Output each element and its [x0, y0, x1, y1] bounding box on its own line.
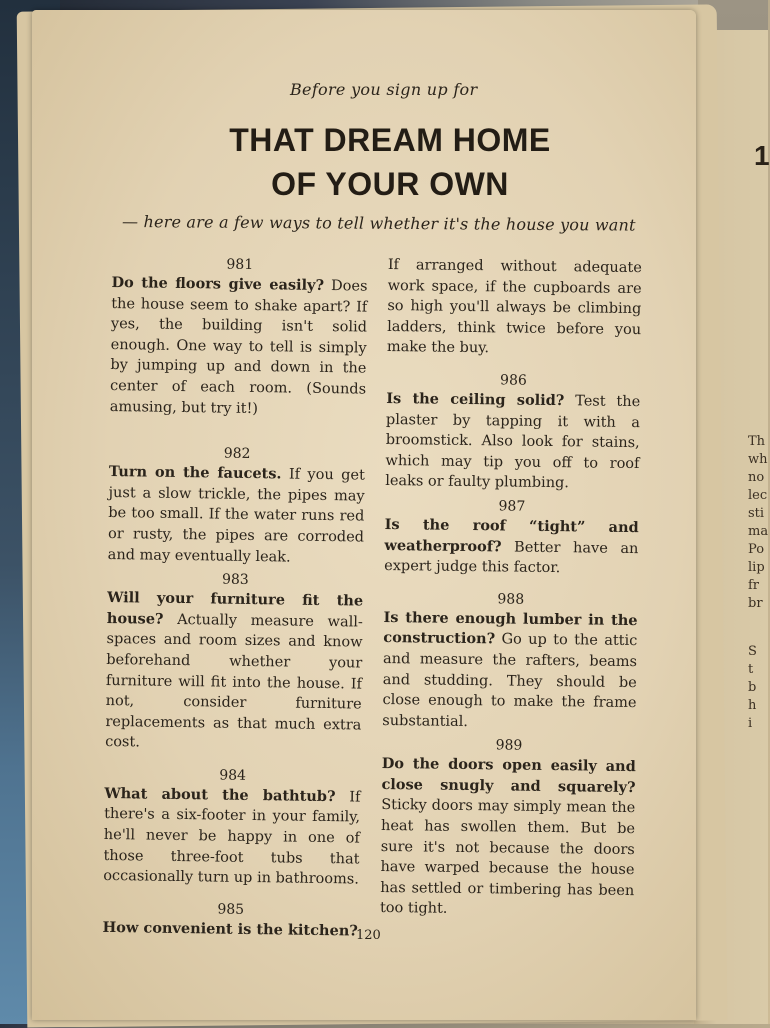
entry-body: If there's a six-footer in your family, he'll never be happy in one of those three-foot tubs that occasionally turn up in bathrooms. [103, 789, 360, 888]
entry-question: Will your furniture fit the house? [107, 589, 363, 627]
entry-number: 988 [384, 589, 638, 610]
page-title [160, 118, 620, 206]
entry-986 [385, 370, 640, 495]
entry-number: 986 [386, 370, 640, 391]
entry-question: Turn on the faucets. [109, 463, 282, 482]
entry-985-continued: If arranged without adequate work space, if the cupboards are so high you'll always be climbing ladders, think twice before you make the buy. [387, 255, 642, 361]
title-line-1: THAT DREAM HOME [160, 118, 620, 162]
entry-body: Sticky doors may simply mean the heat has swollen them. But be sure it's not because the doors have warped because the house has settled or timbering has been too tight. [380, 797, 635, 917]
entry-body: Go up to the attic and measure the rafters, beams and studding. They should be close enough to make the frame substantial. [382, 632, 637, 730]
spacer [109, 417, 365, 443]
entry-question: Is the ceiling solid? [386, 390, 564, 409]
entry-question: What about the bathtub? [104, 785, 335, 805]
entry-body: Does the house seem to shake apart? If yes, the building isn't solid enough. One way to tell is simply by jumping up and down in the center of each room. (Sounds amusing, but try it!) [110, 278, 368, 417]
spacer [387, 358, 641, 369]
entry-number: 985 [103, 899, 359, 921]
entry-number: 984 [105, 765, 361, 787]
entry-number: 981 [112, 254, 368, 276]
entry-number: 983 [107, 569, 363, 591]
entry-981 [110, 254, 368, 421]
subtitle: — here are a few ways to tell whether it's the house you want [122, 212, 636, 235]
spacer [384, 577, 638, 588]
entry-984 [103, 765, 361, 891]
entry-985 [102, 899, 359, 942]
entry-body: Better have an expert judge this factor. [384, 539, 638, 576]
entry-question: Is the roof “tight” and weatherproof? [384, 516, 638, 555]
entry-question: Do the floors give easily? [111, 274, 324, 294]
entry-number: 987 [385, 496, 639, 517]
next-page-heading-fragment: 1 [754, 140, 770, 172]
entry-body: Actually measure wall-spaces and room sizes and know beforehand whether your furniture will fit into the house. If not, consider furniture replacements as that much extra cost. [105, 611, 363, 750]
right-column [380, 255, 642, 922]
entry-number: 989 [382, 735, 636, 756]
entry-body: If you get just a slow trickle, the pipes may be too small. If the water runs red or rusty, the pipes are corroded and may eventually leak. [108, 467, 365, 566]
entry-987 [384, 496, 639, 580]
entry-988 [382, 589, 638, 735]
entry-body: Test the plaster by tapping it with a broomstick. Also look for stains, which may tip you off to roof leaks or faulty plumbing. [385, 393, 640, 491]
page-number: 120 [356, 928, 381, 943]
entry-number: 982 [109, 443, 365, 465]
entry-982 [108, 443, 366, 569]
entry-989 [380, 735, 636, 922]
title-line-2: OF YOUR OWN [160, 162, 620, 206]
entry-question: Do the doors open easily and close snugly and squarely? [381, 755, 635, 796]
kicker-text: Before you sign up for [290, 80, 477, 99]
entry-983 [105, 569, 364, 756]
entry-question: Is there enough lumber in the construction? [383, 609, 637, 648]
left-column [102, 250, 368, 942]
entry-question: How convenient is the kitchen? [102, 919, 357, 940]
